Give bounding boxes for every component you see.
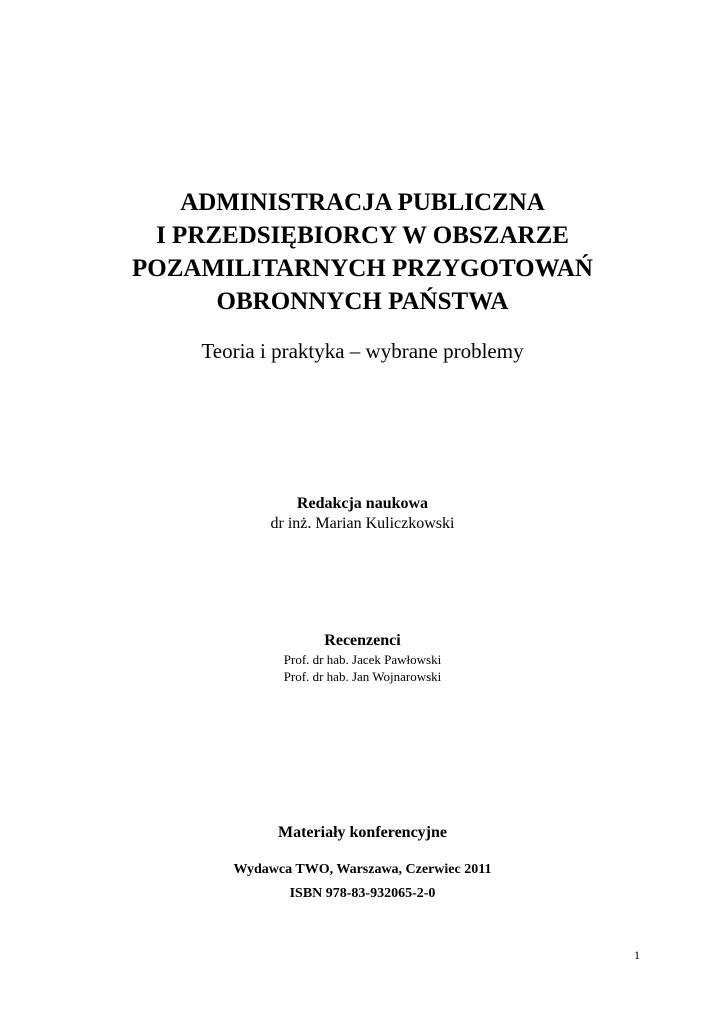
isbn-section [0,884,725,904]
editor-name: dr inż. Marian Kuliczkowski [270,515,455,532]
reviewer-name-2: Prof. dr hab. Jan Wojnarowski [283,669,442,684]
editor-section [0,494,725,534]
editor-heading: Redakcja naukowa [296,495,429,512]
title-line-1: ADMINISTRACJA PUBLICZNA [180,189,545,216]
document-subtitle: Teoria i praktyka – wybrane problemy [201,339,524,363]
title-line-3: POZAMILITARNYCH PRZYGOTOWAŃ [132,255,593,282]
reviewer-name-1: Prof. dr hab. Jacek Pawłowski [283,652,442,667]
title-line-2: I PRZEDSIĘBIORCY W OBSZARZE [156,222,569,249]
materials-label [0,823,725,843]
title-line-4: OBRONNYCH PAŃSTWA [216,288,509,315]
publisher-section [0,860,725,880]
reviewers-section [0,631,725,685]
publisher-info: Wydawca TWO, Warszawa, Czerwiec 2011 [233,862,492,877]
page-number: 1 [634,948,640,962]
document-title [0,186,725,318]
isbn-number: ISBN 978-83-932065-2-0 [289,886,436,901]
reviewers-heading: Recenzenci [324,632,401,649]
materials-heading: Materiały konferencyjne [278,824,447,841]
